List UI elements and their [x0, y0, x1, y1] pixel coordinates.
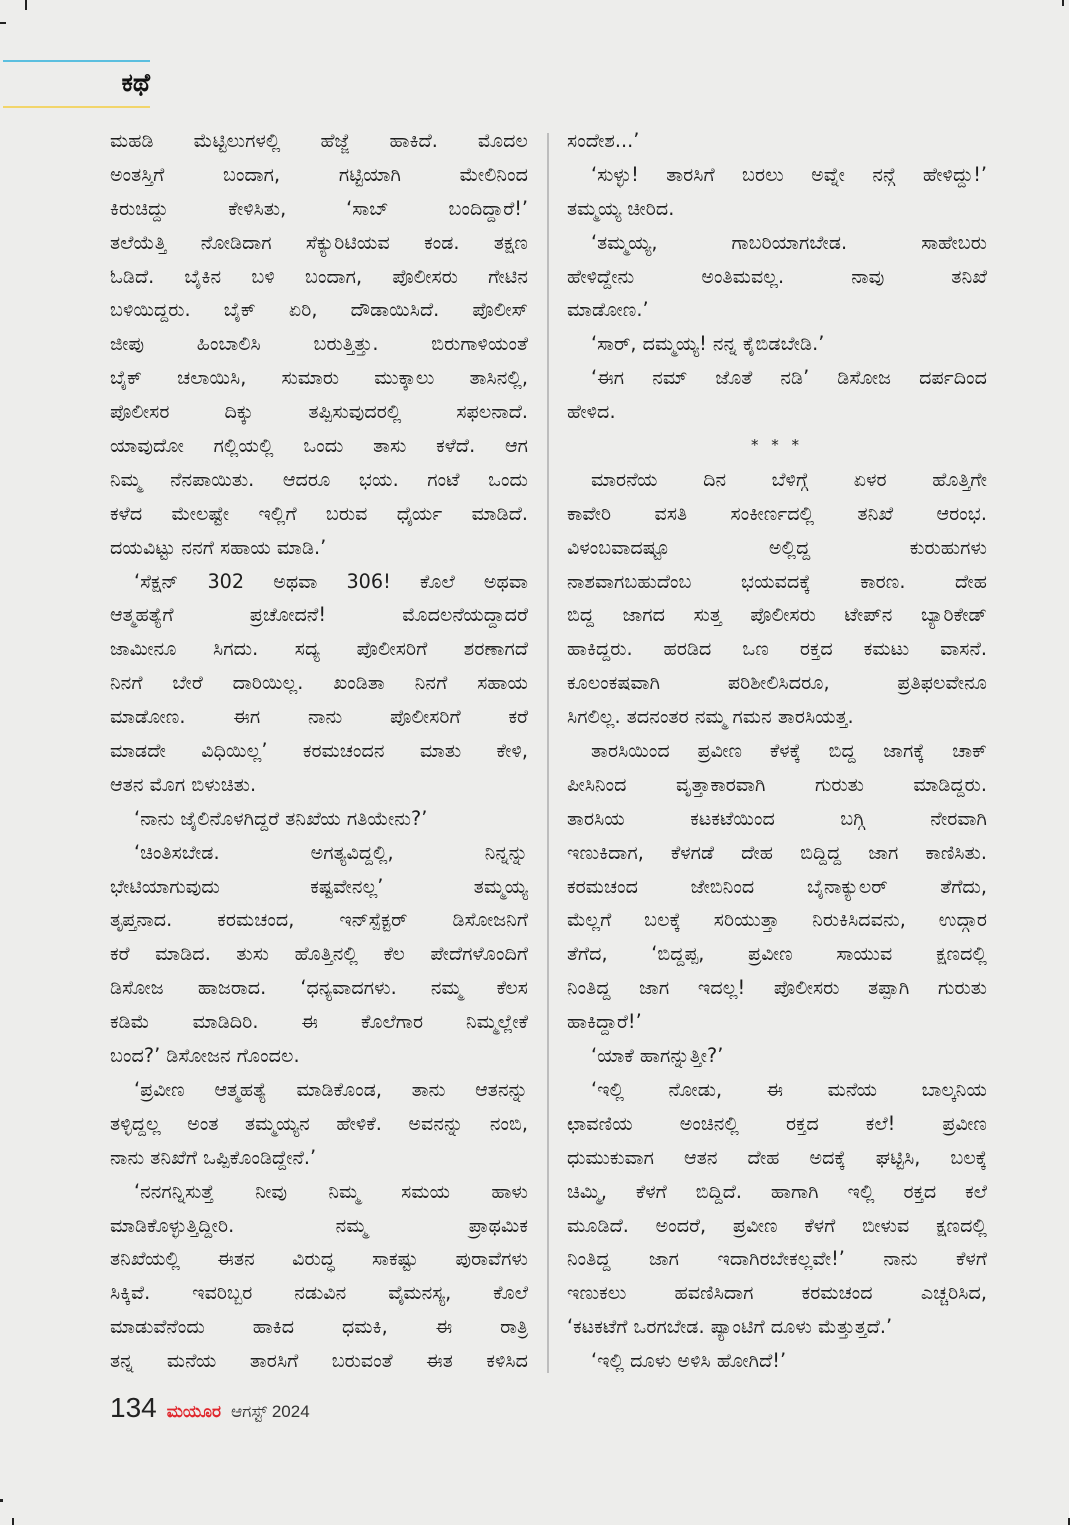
paragraph [567, 1073, 987, 1344]
text-line: ಡಿಸೋಜ ಹಾಜರಾದ. ‘ಧನ್ಯವಾದಗಳು. ನಮ್ಮ ಕೆಲಸ [110, 976, 528, 1000]
text-line: ಬಳಿಯಿದ್ದರು. ಬೈಕ್ ಏರಿ, ದೌಡಾಯಿಸಿದೆ. ಪೊಲೀಸ್ [110, 298, 528, 322]
text-line: ‘ಸುಳ್ಳು! ತಾರಸಿಗೆ ಬರಲು ಅವ್ನೇ ನನ್ಗೆ ಹೇಳಿದ್ದು!’ [591, 162, 987, 186]
text-line: ‘ಯಾಕೆ ಹಾಗನ್ನುತ್ತೀ?’ [591, 1044, 724, 1068]
text-line: ಮಾಡೋಣ.’ [567, 298, 649, 322]
text-line: ಇಣುಕಿದಾಗ, ಕೆಳಗಡೆ ದೇಹ ಬಿದ್ದಿದ್ದ ಜಾಗ ಕಾಣಿಸಿತು. [567, 840, 987, 864]
text-line: ಜಾಮೀನೂ ಸಿಗದು. ಸದ್ಯ ಪೊಲೀಸರಿಗೆ ಶರಣಾಗದೆ [110, 637, 528, 661]
text-line: ಬಿದ್ದ ಜಾಗದ ಸುತ್ತ ಪೊಲೀಸರು ಟೇಪ್‌ನ ಬ್ಯಾರಿಕೇಡ್ [567, 603, 987, 627]
issue-date: ಆಗಸ್ಟ್ 2024 [230, 1402, 310, 1421]
text-line: ಹಾಕಿದ್ದರು. ಹರಡಿದ ಒಣ ರಕ್ತದ ಕಮಟು ವಾಸನೆ. [567, 637, 987, 661]
text-line: ಓಡಿದೆ. ಬೈಕಿನ ಬಳಿ ಬಂದಾಗ, ಪೊಲೀಸರು ಗೇಟಿನ [110, 264, 528, 288]
page-footer [110, 1392, 310, 1428]
text-line: ನಿಮ್ಮ ನೆನಪಾಯಿತು. ಆದರೂ ಭಯ. ಗಂಟೆ ಒಂದು [110, 467, 528, 491]
crop-mark [1062, 0, 1064, 6]
text-line: ಜೀಪು ಹಿಂಬಾಲಿಸಿ ಬರುತ್ತಿತ್ತು. ಬಿರುಗಾಳಿಯಂತೆ [110, 332, 528, 356]
paragraph [567, 361, 987, 429]
text-line: ನಾಶವಾಗಬಹುದೆಂಬ ಭಯವದಕ್ಕೆ ಕಾರಣ. ದೇಹ [567, 569, 987, 593]
crop-mark [1068, 1518, 1070, 1525]
text-line: ಕಾವೇರಿ ವಸತಿ ಸಂಕೀರ್ಣದಲ್ಲಿ ತನಿಖೆ ಆರಂಭ. [567, 501, 987, 525]
text-line: ನಿಂತಿದ್ದ ಜಾಗ ಇದಾಗಿರಬೇಕಲ್ಲವೇ!’ ನಾನು ಕೆಳಗೆ [567, 1247, 987, 1271]
text-line: ಮಾರನೆಯ ದಿನ ಬೆಳಿಗ್ಗೆ ಏಳರ ಹೊತ್ತಿಗೇ [591, 467, 987, 491]
paragraph [110, 124, 528, 565]
text-line: ಕಳೆದ ಮೇಲಷ್ಟೇ ಇಲ್ಲಿಗೆ ಬರುವ ಧೈರ್ಯ ಮಾಡಿದೆ. [110, 501, 528, 525]
text-line: ‘ಸಾರ್, ದಮ್ಮಯ್ಯ! ನನ್ನ ಕೈಬಿಡಬೇಡಿ.’ [591, 332, 825, 356]
text-line: ನಿಂತಿದ್ದ ಜಾಗ ಇದಲ್ಲ! ಪೊಲೀಸರು ತಪ್ಪಾಗಿ ಗುರುತು [567, 976, 987, 1000]
magazine-logo: ಮಯೂರ [166, 1402, 221, 1422]
paragraph [567, 124, 987, 158]
text-line: ತಳ್ಳಿದ್ದಲ್ಲ ಅಂತ ತಮ್ಮಯ್ಯನ ಹೇಳಿಕೆ. ಅವನನ್ನು ನಂಬಿ, [110, 1111, 528, 1135]
paragraph [567, 734, 987, 1039]
paragraph [567, 1344, 987, 1378]
text-line: ಸಂದೇಶ...’ [567, 129, 640, 152]
text-line: ಕೂಲಂಕಷವಾಗಿ ಪರಿಶೀಲಿಸಿದರೂ, ಪ್ರತಿಫಲವೇನೂ [567, 671, 987, 695]
text-line: ಪೀಸಿನಿಂದ ವೃತ್ತಾಕಾರವಾಗಿ ಗುರುತು ಮಾಡಿದ್ದರು. [567, 772, 987, 796]
left-column [110, 124, 528, 1378]
text-line: ‘ನನಗನ್ನಿಸುತ್ತೆ ನೀವು ನಿಮ್ಮ ಸಮಯ ಹಾಳು [134, 1179, 528, 1203]
text-line: ಮಾಡದೇ ವಿಧಿಯಿಲ್ಲ’ ಕರಮಚಂದನ ಮಾತು ಕೇಳಿ, [110, 739, 528, 763]
text-line: ತಲೆಯೆತ್ತಿ ನೋಡಿದಾಗ ಸೆಕ್ಯುರಿಟಿಯವ ಕಂಡ. ತಕ್ಷಣ [110, 230, 528, 254]
text-line: ಯಾವುದೋ ಗಲ್ಲಿಯಲ್ಲಿ ಒಂದು ತಾಸು ಕಳೆದೆ. ಆಗ [110, 434, 528, 458]
text-line: ತನಿಖೆಯಲ್ಲಿ ಈತನ ವಿರುದ್ಧ ಸಾಕಷ್ಟು ಪುರಾವೆಗಳು [110, 1247, 528, 1271]
text-line: ವಿಳಂಬವಾದಷ್ಟೂ ಅಲ್ಲಿದ್ದ ಕುರುಹುಗಳು [567, 535, 987, 559]
text-line: ಕರಮಚಂದ ಜೇಬಿನಿಂದ ಬೈನಾಕ್ಯುಲರ್ ತೆಗೆದು, [567, 874, 987, 898]
paragraph [567, 226, 987, 328]
text-line: ನಿನಗೆ ಬೇರೆ ದಾರಿಯಿಲ್ಲ. ಖಂಡಿತಾ ನಿನಗೆ ಸಹಾಯ [110, 671, 528, 695]
text-line: ಹೇಳಿದ. [567, 400, 616, 424]
text-line: ಛಾವಣಿಯ ಅಂಚಿನಲ್ಲಿ ರಕ್ತದ ಕಲೆ! ಪ್ರವೀಣ [567, 1111, 987, 1135]
text-line: ಮೂಡಿದೆ. ಅಂದರೆ, ಪ್ರವೀಣ ಕೆಳಗೆ ಬೀಳುವ ಕ್ಷಣದಲ್ಲಿ [567, 1213, 987, 1237]
text-line: ‘ನಾನು ಜೈಲಿನೊಳಗಿದ್ದರೆ ತನಿಖೆಯ ಗತಿಯೇನು?’ [134, 806, 428, 830]
text-line: ಮಾಡಿಕೊಳ್ಳುತ್ತಿದ್ದೀರಿ. ನಮ್ಮ ಪ್ರಾಥಮಿಕ [110, 1213, 528, 1237]
paragraph [110, 1073, 528, 1175]
text-line: ತಾರಸಿಯ ಕಟಕಟೆಯಿಂದ ಬಗ್ಗಿ ನೇರವಾಗಿ [567, 806, 987, 830]
text-line: ಹಾಕಿದ್ದಾರೆ!’ [567, 1010, 642, 1034]
text-line: ಪೊಲೀಸರ ದಿಕ್ಕು ತಪ್ಪಿಸುವುದರಲ್ಲಿ ಸಫಲನಾದೆ. [110, 400, 528, 424]
text-line: ದಯವಿಟ್ಟು ನನಗೆ ಸಹಾಯ ಮಾಡಿ.’ [110, 535, 327, 559]
text-line: ‘ಪ್ರವೀಣ ಆತ್ಮಹತ್ಯೆ ಮಾಡಿಕೊಂಡ, ತಾನು ಆತನನ್ನು [134, 1077, 528, 1101]
text-line: ಇಣುಕಲು ಹವಣಿಸಿದಾಗ ಕರಮಚಂದ ಎಚ್ಚರಿಸಿದ, [567, 1281, 987, 1305]
text-line: ಮಾಡೋಣ. ಈಗ ನಾನು ಪೊಲೀಸರಿಗೆ ಕರೆ [110, 705, 528, 729]
section-break: * * * [750, 436, 804, 455]
text-line: ‘ಈಗ ನಮ್ ಜೊತೆ ನಡಿ’ ಡಿಸೋಜ ದರ್ಪದಿಂದ [591, 366, 987, 390]
text-line: ಭೇಟಿಯಾಗುವುದು ಕಷ್ಟವೇನಲ್ಲ’ ತಮ್ಮಯ್ಯ [110, 874, 528, 898]
text-line: ಧುಮುಕುವಾಗ ಆತನ ದೇಹ ಅದಕ್ಕೆ ಘಟ್ಟಿಸಿ, ಬಲಕ್ಕೆ [567, 1145, 987, 1169]
text-line: ಅಂತಸ್ತಿಗೆ ಬಂದಾಗ, ಗಟ್ಟಿಯಾಗಿ ಮೇಲಿನಿಂದ [110, 162, 528, 186]
paragraph [110, 836, 528, 1073]
text-line: ತಾರಸಿಯಿಂದ ಪ್ರವೀಣ ಕೆಳಕ್ಕೆ ಬಿದ್ದ ಜಾಗಕ್ಕೆ ಚಾಕ್ [591, 739, 987, 763]
paragraph [567, 158, 987, 226]
text-line: ಚಿಮ್ಮಿ, ಕೆಳಗೆ ಬಿದ್ದಿದೆ. ಹಾಗಾಗಿ ಇಲ್ಲಿ ರಕ್ತದ ಕಲೆ [567, 1179, 987, 1203]
text-line: ಆತನ ಮೊಗ ಬಿಳುಚಿತು. [110, 772, 257, 796]
paragraph [110, 565, 528, 802]
text-line: ನಾನು ತನಿಖೆಗೆ ಒಪ್ಪಿಕೊಂಡಿದ್ದೇನೆ.’ [110, 1145, 317, 1169]
paragraph [110, 1175, 528, 1378]
text-line: ಸಿಕ್ಕಿವೆ. ಇವರಿಬ್ಬರ ನಡುವಿನ ವೈಮನಸ್ಯ, ಕೊಲೆ [110, 1281, 528, 1305]
paragraph [567, 327, 987, 361]
text-line: ತಮ್ಮಯ್ಯ ಚೀರಿದ. [567, 196, 675, 220]
text-line: ಸಿಗಲಿಲ್ಲ. ತದನಂತರ ನಮ್ಮ ಗಮನ ತಾರಸಿಯತ್ತ. [567, 705, 854, 729]
paragraph [110, 802, 528, 836]
paragraph [567, 463, 987, 734]
crop-mark [0, 22, 6, 24]
text-line: ತೃಪ್ತನಾದ. ಕರಮಚಂದ, ಇನ್‌ಸ್ಪೆಕ್ಟರ್ ಡಿಸೋಜನಿಗೆ [110, 908, 528, 932]
text-line: ಆತ್ಮಹತ್ಯೆಗೆ ಪ್ರಚೋದನೆ! ಮೊದಲನೆಯದ್ದಾದರೆ [110, 603, 528, 627]
crop-mark [25, 0, 27, 10]
text-line: ‘ಇಲ್ಲಿ ದೂಳು ಅಳಿಸಿ ಹೋಗಿದೆ!’ [591, 1349, 787, 1373]
text-line: ಮಹಡಿ ಮೆಟ್ಟಿಲುಗಳಲ್ಲಿ ಹೆಜ್ಜೆ ಹಾಕಿದೆ. ಮೊದಲ [110, 129, 528, 152]
text-line: ಬೈಕ್ ಚಲಾಯಿಸಿ, ಸುಮಾರು ಮುಕ್ಕಾಲು ತಾಸಿನಲ್ಲಿ, [110, 366, 528, 390]
text-line: ‘ಇಲ್ಲಿ ನೋಡು, ಈ ಮನೆಯ ಬಾಲ್ಕನಿಯ [591, 1077, 987, 1101]
text-line: ‘ಚಿಂತಿಸಬೇಡ. ಅಗತ್ಯವಿದ್ದಲ್ಲಿ, ನಿನ್ನನ್ನು [134, 840, 528, 864]
text-line: ಕರೆ ಮಾಡಿದ. ತುಸು ಹೊತ್ತಿನಲ್ಲಿ ಕೆಲ ಪೇದೆಗಳೊಂದಿಗೆ [110, 942, 528, 966]
text-line: ಬಂದ?’ ಡಿಸೋಜನ ಗೊಂದಲ. [110, 1044, 300, 1068]
text-line: ಮೆಲ್ಲಗೆ ಬಲಕ್ಕೆ ಸರಿಯುತ್ತಾ ನಿರುಕಿಸಿದವನು, ಉದ್ಗಾರ [567, 908, 987, 932]
section-title: ಕಥೆ [121, 68, 150, 97]
right-column [567, 124, 987, 1378]
text-line: ಕಡಿಮೆ ಮಾಡಿದಿರಿ. ಈ ಕೊಲೆಗಾರ ನಿಮ್ಮಲ್ಲೇಕೆ [110, 1010, 528, 1034]
page-number: 134 [110, 1392, 157, 1423]
text-line: ತನ್ನ ಮನೆಯ ತಾರಸಿಗೆ ಬರುವಂತೆ ಈತ ಕಳಿಸಿದ [110, 1349, 528, 1373]
text-line: ‘ತಮ್ಮಯ್ಯ, ಗಾಬರಿಯಾಗಬೇಡ. ಸಾಹೇಬರು [591, 230, 987, 254]
column-divider [547, 133, 549, 1373]
text-line: ಮಾಡುವೆನೆಂದು ಹಾಕಿದ ಧಮಕಿ, ಈ ರಾತ್ರಿ [110, 1315, 528, 1339]
text-line: ‘ಕಟಕಟೆಗೆ ಒರಗಬೇಡ. ಪ್ಯಾಂಟಿಗೆ ದೂಳು ಮೆತ್ತುತ್ತದೆ.’ [567, 1315, 893, 1339]
text-line: ತೆಗೆದ, ‘ಬಿದ್ದಪ್ಪ, ಪ್ರವೀಣ ಸಾಯುವ ಕ್ಷಣದಲ್ಲಿ [567, 942, 987, 966]
text-line: ‘ಸೆಕ್ಷನ್ 302 ಅಥವಾ 306! ಕೊಲೆ ಅಥವಾ [134, 569, 528, 593]
crop-mark [0, 1499, 3, 1502]
section-rule-top [3, 60, 150, 62]
section-rule-bottom [3, 106, 150, 108]
text-line: ಹೇಳಿದ್ದೇನು ಅಂತಿಮವಲ್ಲ. ನಾವು ತನಿಖೆ [567, 264, 987, 288]
paragraph [567, 1039, 987, 1073]
crop-mark [12, 1518, 14, 1525]
text-line: ಕಿರುಚಿದ್ದು ಕೇಳಿಸಿತು, ‘ಸಾಬ್ ಬಂದಿದ್ದಾರೆ!’ [110, 196, 528, 220]
